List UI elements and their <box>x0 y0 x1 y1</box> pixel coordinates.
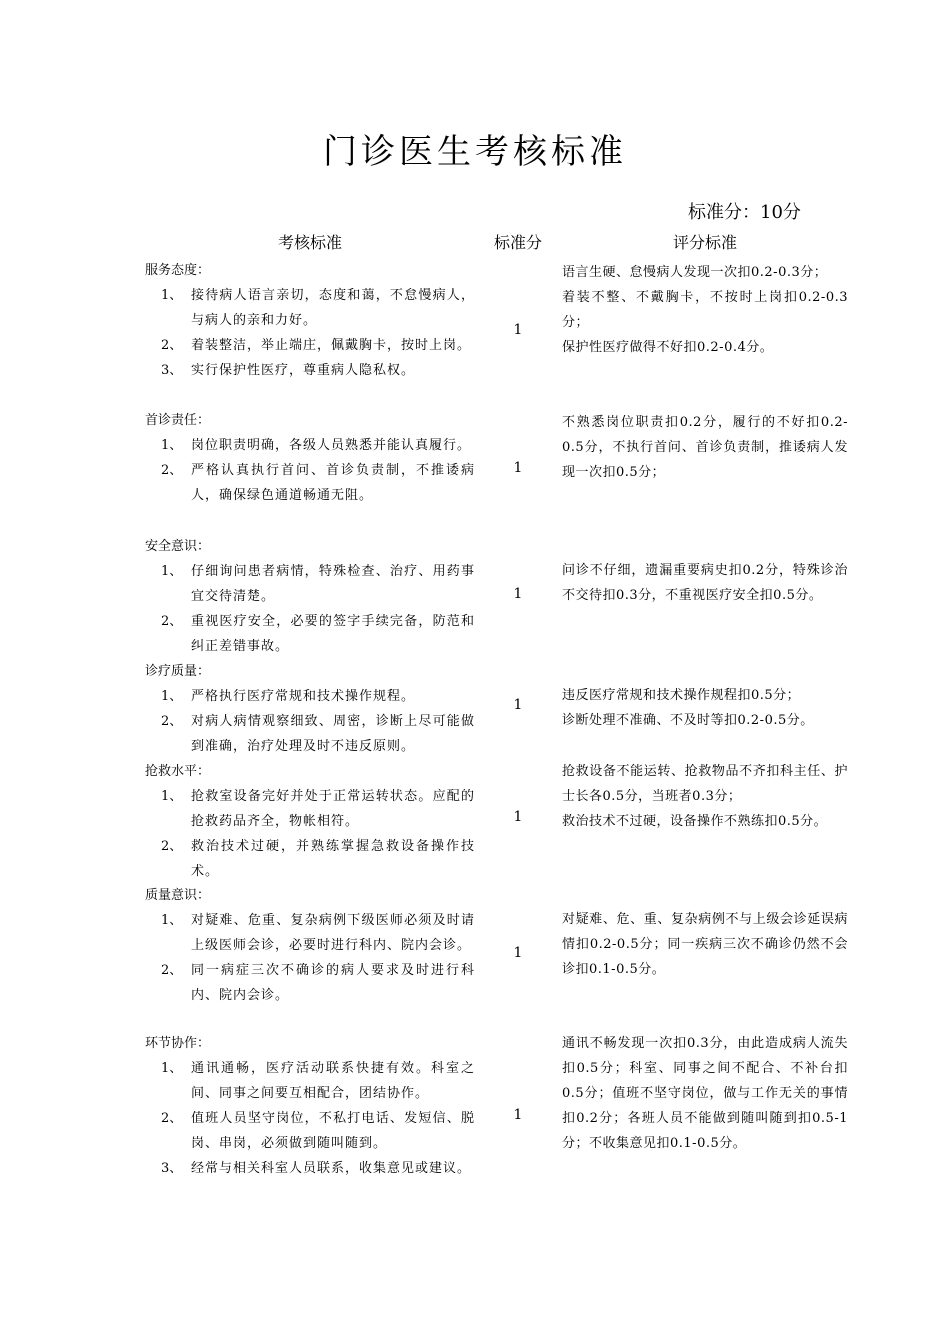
item-text: 通讯通畅，医疗活动联系快捷有效。科室之间、同事之间要互相配合，团结协作。 <box>191 1061 475 1101</box>
item-number: 1、 <box>161 689 183 704</box>
category-label: 首诊责任： <box>145 413 211 428</box>
item-text: 接待病人语言亲切，态度和蔼，不怠慢病人，与病人的亲和力好。 <box>191 288 475 328</box>
score-value: 1 <box>513 586 523 602</box>
item-text: 严格认真执行首问、首诊负责制，不推诿病人，确保绿色通道畅通无阻。 <box>191 463 475 503</box>
item-text: 值班人员坚守岗位，不私打电话、发短信、脱岗、串岗，必须做到随叫随到。 <box>191 1111 475 1151</box>
criteria-item <box>145 684 475 709</box>
criteria-item <box>145 958 475 1008</box>
item-text: 重视医疗安全，必要的签字手续完备，防范和纠正差错事故。 <box>191 614 475 654</box>
item-number: 2、 <box>161 338 183 353</box>
grading-line: 抢救设备不能运转、抢救物品不齐扣科主任、护士长各0.5分，当班者0.3分； <box>562 764 848 804</box>
criteria-list <box>145 883 475 1008</box>
item-text: 实行保护性医疗，尊重病人隐私权。 <box>191 363 416 378</box>
criteria-list <box>145 759 475 884</box>
grading-criteria <box>562 558 848 608</box>
criteria-item <box>145 908 475 958</box>
item-number: 1、 <box>161 1061 183 1076</box>
item-text: 着装整洁，举止端庄，佩戴胸卡，按时上岗。 <box>191 338 472 353</box>
item-number: 3、 <box>161 1161 183 1176</box>
item-number: 1、 <box>161 789 183 804</box>
item-text: 抢救室设备完好并处于正常运转状态。应配的抢救药品齐全，物帐相符。 <box>191 789 475 829</box>
item-number: 2、 <box>161 463 183 478</box>
criteria-item <box>145 333 475 358</box>
criteria-item <box>145 433 475 458</box>
score-value: 1 <box>513 697 523 713</box>
score-value: 1 <box>513 945 523 961</box>
item-number: 3、 <box>161 363 183 378</box>
criteria-item <box>145 458 475 508</box>
item-number: 2、 <box>161 714 183 729</box>
total-score: 标准分：10分 <box>688 202 801 223</box>
item-number: 1、 <box>161 288 183 303</box>
grading-line: 通讯不畅发现一次扣0.3分，由此造成病人流失扣0.5分；科室、同事之间不配合、不补台扣0.5分；值班不坚守岗位，做与工作无关的事情扣0.2分；各班人员不能做到随叫随到扣0.5-1分；不收集意见扣0.1-0.5分。 <box>562 1036 848 1151</box>
item-text: 对病人病情观察细致、周密，诊断上尽可能做到准确，治疗处理及时不违反原则。 <box>191 714 475 754</box>
item-text: 经常与相关科室人员联系，收集意见或建议。 <box>191 1161 472 1176</box>
item-text: 对疑难、危重、复杂病例下级医师必须及时请上级医师会诊，必要时进行科内、院内会诊。 <box>191 913 475 953</box>
category-label: 服务态度： <box>145 263 211 278</box>
criteria-item <box>145 283 475 333</box>
category-label: 质量意识： <box>145 888 211 903</box>
score-value: 1 <box>513 809 523 825</box>
column-header-score: 标准分 <box>493 233 542 252</box>
item-text: 岗位职责明确，各级人员熟悉并能认真履行。 <box>191 438 472 453</box>
score-value: 1 <box>513 460 523 476</box>
category-label: 抢救水平： <box>145 764 211 779</box>
criteria-item <box>145 358 475 383</box>
criteria-item <box>145 1056 475 1106</box>
criteria-list <box>145 534 475 659</box>
criteria-item <box>145 709 475 759</box>
item-number: 1、 <box>161 564 183 579</box>
page-title: 门诊医生考核标准 <box>323 132 627 172</box>
grading-criteria <box>562 759 848 834</box>
grading-line: 诊断处理不准确、不及时等扣0.2-0.5分。 <box>562 713 814 728</box>
grading-criteria <box>562 683 848 733</box>
criteria-list <box>145 258 475 383</box>
grading-line: 语言生硬、怠慢病人发现一次扣0.2-0.3分； <box>562 265 828 280</box>
grading-criteria <box>562 260 848 360</box>
category-label: 安全意识： <box>145 539 211 554</box>
grading-line: 保护性医疗做得不好扣0.2-0.4分。 <box>562 340 774 355</box>
grading-line: 救治技术不过硬，设备操作不熟练扣0.5分。 <box>562 814 828 829</box>
score-value: 1 <box>513 1107 523 1123</box>
criteria-item <box>145 559 475 609</box>
criteria-list <box>145 659 475 759</box>
item-text: 同一病症三次不确诊的病人要求及时进行科内、院内会诊。 <box>191 963 475 1003</box>
grading-line: 对疑难、危、重、复杂病例不与上级会诊延误病情扣0.2-0.5分；同一疾病三次不确诊仍然不会诊扣0.1-0.5分。 <box>562 912 848 977</box>
criteria-item <box>145 1156 475 1181</box>
grading-criteria <box>562 907 848 982</box>
criteria-list <box>145 1031 475 1181</box>
category-label: 诊疗质量： <box>145 664 211 679</box>
column-header-criteria: 考核标准 <box>277 233 342 252</box>
item-text: 仔细询问患者病情，特殊检查、治疗、用药事宜交待清楚。 <box>191 564 475 604</box>
grading-line: 问诊不仔细，遗漏重要病史扣0.2分，特殊诊治不交待扣0.3分，不重视医疗安全扣0.5分。 <box>562 563 848 603</box>
item-number: 2、 <box>161 839 183 854</box>
item-number: 2、 <box>161 963 183 978</box>
item-number: 1、 <box>161 913 183 928</box>
criteria-item <box>145 609 475 659</box>
score-value: 1 <box>513 322 523 338</box>
criteria-list <box>145 408 475 508</box>
grading-line: 违反医疗常规和技术操作规程扣0.5分； <box>562 688 801 703</box>
item-number: 1、 <box>161 438 183 453</box>
item-text: 救治技术过硬，并熟练掌握急救设备操作技术。 <box>191 839 475 879</box>
grading-line: 着装不整、不戴胸卡，不按时上岗扣0.2-0.3分； <box>562 290 848 330</box>
category-label: 环节协作： <box>145 1036 211 1051</box>
item-number: 2、 <box>161 614 183 629</box>
criteria-item <box>145 784 475 834</box>
column-header-grading: 评分标准 <box>672 233 737 252</box>
criteria-item <box>145 1106 475 1156</box>
grading-criteria <box>562 1031 848 1156</box>
grading-line: 不熟悉岗位职责扣0.2分，履行的不好扣0.2-0.5分，不执行首问、首诊负责制，推诿病人发现一次扣0.5分； <box>562 415 848 480</box>
grading-criteria <box>562 410 848 485</box>
item-number: 2、 <box>161 1111 183 1126</box>
item-text: 严格执行医疗常规和技术操作规程。 <box>191 689 416 704</box>
criteria-item <box>145 834 475 884</box>
